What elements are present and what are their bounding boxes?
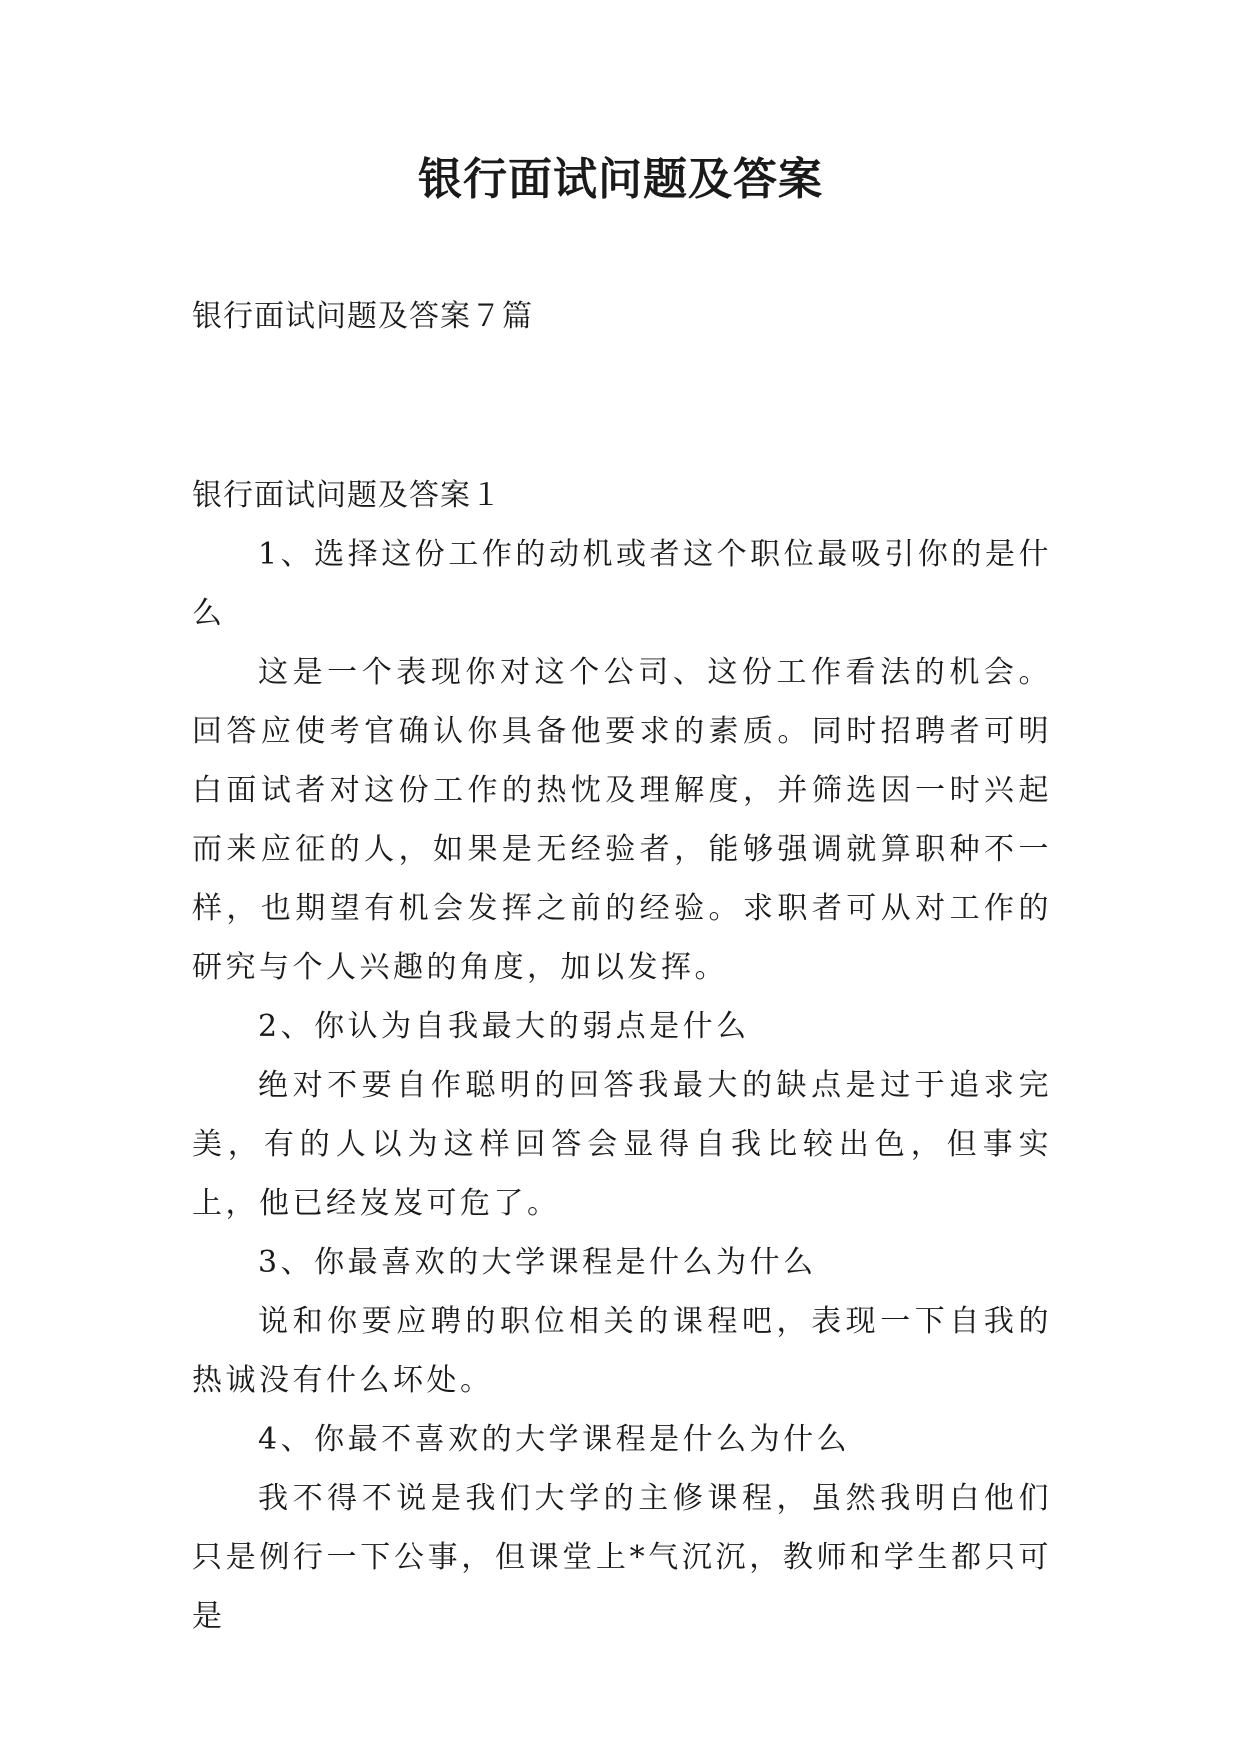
question-1: 1、选择这份工作的动机或者这个职位最吸引你的是什么	[192, 537, 1052, 631]
document-title: 银行面试问题及答案	[418, 154, 823, 205]
document-subtitle: 银行面试问题及答案７篇	[192, 299, 533, 334]
question-4: 4、你最不喜欢的大学课程是什么为什么	[258, 1422, 851, 1457]
question-2: 2、你认为自我最大的弱点是什么	[258, 1009, 750, 1044]
answer-4: 我不得不说是我们大学的主修课程，虽然我明白他们只是例行一下公事，但课堂上*气沉沉，教师和学生都只可是	[192, 1481, 1052, 1634]
question-3: 3、你最喜欢的大学课程是什么为什么	[258, 1245, 817, 1280]
section-heading: 银行面试问题及答案１	[192, 478, 502, 513]
answer-1: 这是一个表现你对这个公司、这份工作看法的机会。回答应使考官确认你具备他要求的素质。同时招聘者可明白面试者对这份工作的热忱及理解度，并筛选因一时兴起而来应征的人，如果是无经验者，能够强调就算职种不一样，也期望有机会发挥之前的经验。求职者可从对工作的研究与个人兴趣的角度，加以发挥。	[192, 655, 1052, 985]
answer-3: 说和你要应聘的职位相关的课程吧，表现一下自我的热诚没有什么坏处。	[192, 1304, 1052, 1398]
answer-2: 绝对不要自作聪明的回答我最大的缺点是过于追求完美，有的人以为这样回答会显得自我比较出色，但事实上，他已经岌岌可危了。	[192, 1068, 1052, 1221]
document-body	[192, 466, 1052, 1646]
